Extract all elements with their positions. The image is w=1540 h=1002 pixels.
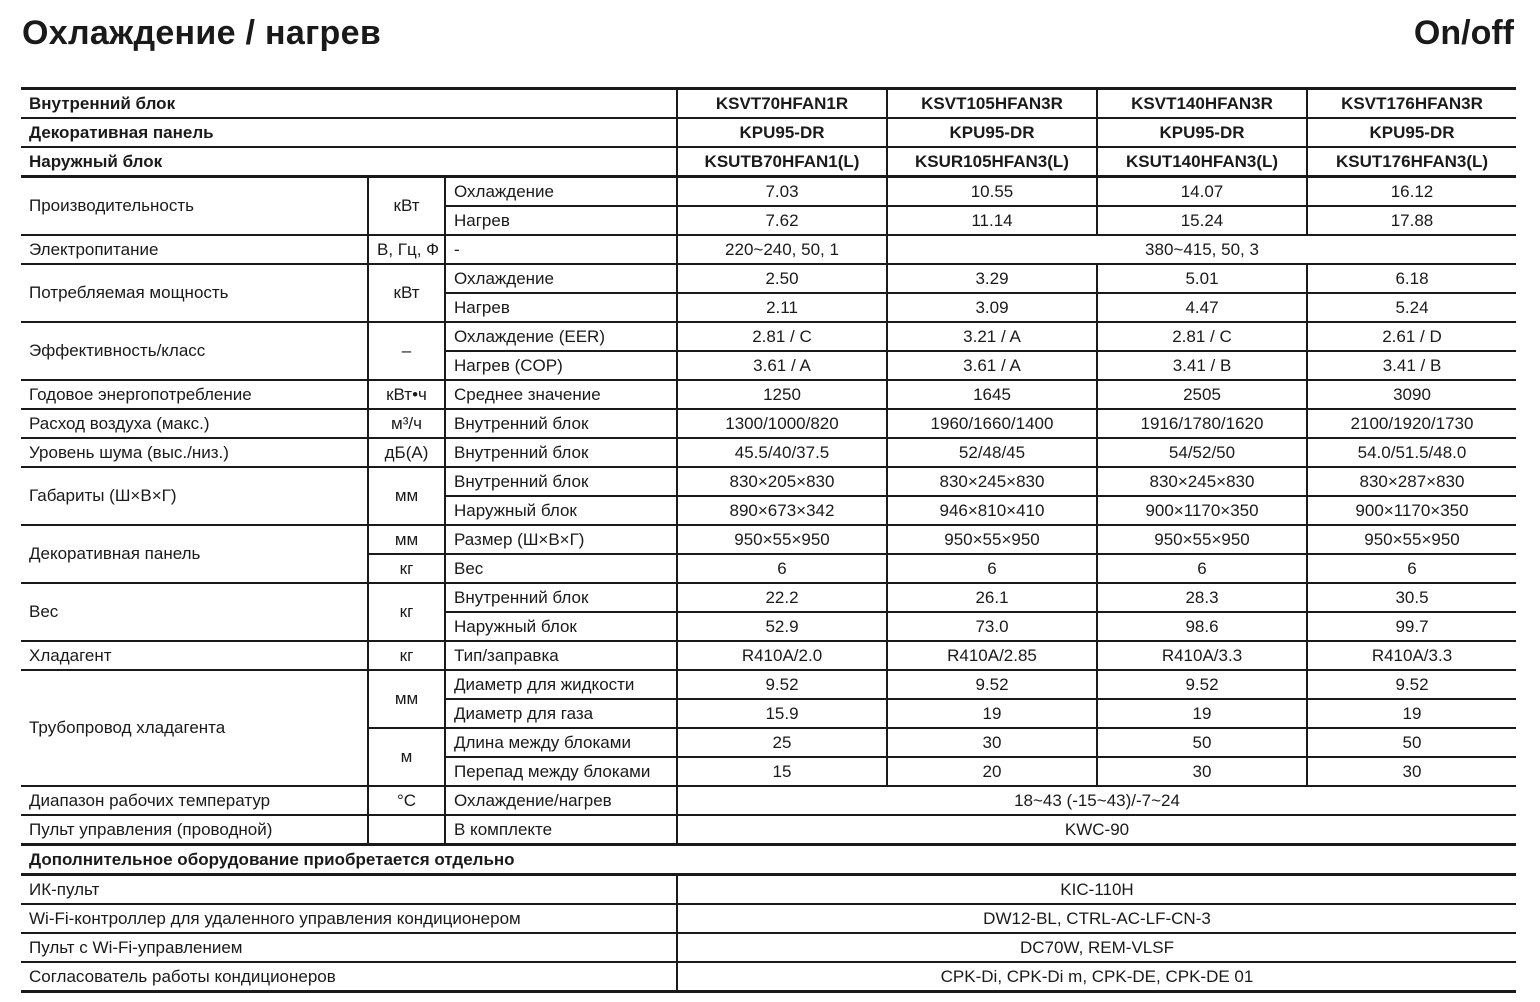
model-cell: KSUT140HFAN3(L) [1097, 147, 1307, 177]
section-title: Дополнительное оборудование приобретается отдельно [21, 845, 1516, 875]
value-cell: 7.03 [677, 177, 887, 207]
sub-label: Диаметр для газа [445, 699, 677, 728]
unit-cell: – [368, 322, 445, 380]
param-label: Расход воздуха (макс.) [21, 409, 368, 438]
dimensions-row [21, 467, 1516, 496]
sub-label: Наружный блок [445, 496, 677, 525]
unit-cell: мм [368, 525, 445, 554]
sub-label: Диаметр для жидкости [445, 670, 677, 699]
param-label: Диапазон рабочих температур [21, 786, 368, 815]
option-value: DW12-BL, CTRL-AC-LF-CN-3 [677, 904, 1516, 933]
value-cell: 20 [887, 757, 1097, 786]
sub-label: Нагрев [445, 206, 677, 235]
model-cell: KPU95-DR [1097, 118, 1307, 147]
model-cell: KSVT105HFAN3R [887, 89, 1097, 119]
unit-cell: кг [368, 554, 445, 583]
value-cell: 9.52 [677, 670, 887, 699]
optional-item-row [21, 904, 1516, 933]
value-cell: 22.2 [677, 583, 887, 612]
value-cell: 99.7 [1307, 612, 1516, 641]
value-cell: 50 [1307, 728, 1516, 757]
value-cell: 9.52 [887, 670, 1097, 699]
unit-cell: дБ(А) [368, 438, 445, 467]
value-cell: 11.14 [887, 206, 1097, 235]
model-cell: KPU95-DR [677, 118, 887, 147]
sub-label: Охлаждение (EER) [445, 322, 677, 351]
value-cell: 3.21 / A [887, 322, 1097, 351]
sub-label: Среднее значение [445, 380, 677, 409]
sub-label: Вес [445, 554, 677, 583]
value-cell: 73.0 [887, 612, 1097, 641]
unit-cell: мм [368, 467, 445, 525]
unit-cell: кВт•ч [368, 380, 445, 409]
optional-item-row [21, 875, 1516, 905]
model-cell: KSVT70HFAN1R [677, 89, 887, 119]
noise-row [21, 438, 1516, 467]
value-cell: 30 [887, 728, 1097, 757]
sub-label: Внутренний блок [445, 409, 677, 438]
param-label: Производительность [21, 177, 368, 236]
model-cell: KSUTB70HFAN1(L) [677, 147, 887, 177]
model-cell: KSUT176HFAN3(L) [1307, 147, 1516, 177]
value-cell: 2.61 / D [1307, 322, 1516, 351]
value-cell: 9.52 [1097, 670, 1307, 699]
value-cell: 15 [677, 757, 887, 786]
value-cell: 6.18 [1307, 264, 1516, 293]
value-cell: 2.11 [677, 293, 887, 322]
unit-cell: м³/ч [368, 409, 445, 438]
value-cell: R410A/2.85 [887, 641, 1097, 670]
param-label: Эффективность/класс [21, 322, 368, 380]
value-cell: 30 [1097, 757, 1307, 786]
value-cell: 380~415, 50, 3 [887, 235, 1516, 264]
value-cell: 54/52/50 [1097, 438, 1307, 467]
value-cell: 5.01 [1097, 264, 1307, 293]
sub-label: Внутренний блок [445, 438, 677, 467]
value-cell: 52.9 [677, 612, 887, 641]
value-cell: 9.52 [1307, 670, 1516, 699]
value-cell: 950×55×950 [1307, 525, 1516, 554]
value-cell: 15.24 [1097, 206, 1307, 235]
value-cell: 19 [887, 699, 1097, 728]
value-cell: 2.81 / C [677, 322, 887, 351]
param-label: Годовое энергопотребление [21, 380, 368, 409]
sub-label: Охлаждение [445, 177, 677, 207]
param-label: Уровень шума (выс./низ.) [21, 438, 368, 467]
value-cell: 1916/1780/1620 [1097, 409, 1307, 438]
value-cell: 950×55×950 [887, 525, 1097, 554]
value-cell: 98.6 [1097, 612, 1307, 641]
piping-row [21, 670, 1516, 699]
weight-row [21, 583, 1516, 612]
model-cell: KPU95-DR [887, 118, 1097, 147]
option-label: ИК-пульт [21, 875, 677, 905]
value-cell: 30.5 [1307, 583, 1516, 612]
row-label: Внутренний блок [21, 89, 677, 119]
sub-label: Тип/заправка [445, 641, 677, 670]
value-cell: R410A/2.0 [677, 641, 887, 670]
outdoor-model-row [21, 147, 1516, 177]
value-cell: 28.3 [1097, 583, 1307, 612]
value-cell: 3090 [1307, 380, 1516, 409]
unit-cell [368, 815, 445, 845]
value-cell: 3.09 [887, 293, 1097, 322]
mode-title: On/off [1413, 14, 1514, 52]
value-cell: 3.29 [887, 264, 1097, 293]
value-cell: 900×1170×350 [1097, 496, 1307, 525]
capacity-row [21, 177, 1516, 207]
value-cell: 6 [1097, 554, 1307, 583]
power-input-row [21, 264, 1516, 293]
model-cell: KSUR105HFAN3(L) [887, 147, 1097, 177]
value-cell: 830×245×830 [887, 467, 1097, 496]
param-label: Потребляемая мощность [21, 264, 368, 322]
option-value: CPK-Di, CPK-Di m, CPK-DE, CPK-DE 01 [677, 962, 1516, 992]
value-cell: 5.24 [1307, 293, 1516, 322]
sub-label: Нагрев [445, 293, 677, 322]
value-cell: 2.81 / C [1097, 322, 1307, 351]
option-label: Согласователь работы кондиционеров [21, 962, 677, 992]
option-label: Пульт с Wi-Fi-управлением [21, 933, 677, 962]
value-cell: 4.47 [1097, 293, 1307, 322]
unit-cell: °С [368, 786, 445, 815]
model-cell: KSVT140HFAN3R [1097, 89, 1307, 119]
refrigerant-row [21, 641, 1516, 670]
sub-label: Охлаждение [445, 264, 677, 293]
value-cell: 14.07 [1097, 177, 1307, 207]
param-label: Хладагент [21, 641, 368, 670]
value-cell: 18~43 (-15~43)/-7~24 [677, 786, 1516, 815]
param-label: Трубопровод хладагента [21, 670, 368, 786]
value-cell: 1250 [677, 380, 887, 409]
value-cell: 17.88 [1307, 206, 1516, 235]
value-cell: 2505 [1097, 380, 1307, 409]
value-cell: 1645 [887, 380, 1097, 409]
sub-label: В комплекте [445, 815, 677, 845]
value-cell: 830×287×830 [1307, 467, 1516, 496]
value-cell: 6 [1307, 554, 1516, 583]
value-cell: 220~240, 50, 1 [677, 235, 887, 264]
value-cell: 3.61 / A [677, 351, 887, 380]
temp-range-row [21, 786, 1516, 815]
efficiency-row [21, 322, 1516, 351]
param-label: Вес [21, 583, 368, 641]
panel-model-row [21, 118, 1516, 147]
value-cell: 946×810×410 [887, 496, 1097, 525]
sub-label: Размер (Ш×В×Г) [445, 525, 677, 554]
value-cell: 54.0/51.5/48.0 [1307, 438, 1516, 467]
value-cell: 830×205×830 [677, 467, 887, 496]
unit-cell: м [368, 728, 445, 786]
sub-label: Нагрев (COP) [445, 351, 677, 380]
value-cell: 3.41 / B [1307, 351, 1516, 380]
value-cell: 45.5/40/37.5 [677, 438, 887, 467]
spec-table [21, 87, 1516, 993]
optional-item-row [21, 933, 1516, 962]
value-cell: 19 [1307, 699, 1516, 728]
value-cell: 30 [1307, 757, 1516, 786]
param-label: Габариты (Ш×В×Г) [21, 467, 368, 525]
value-cell: 900×1170×350 [1307, 496, 1516, 525]
annual-consumption-row [21, 380, 1516, 409]
value-cell: 19 [1097, 699, 1307, 728]
option-value: KIC-110H [677, 875, 1516, 905]
unit-cell: кВт [368, 177, 445, 236]
value-cell: KWC-90 [677, 815, 1516, 845]
unit-cell: кг [368, 583, 445, 641]
value-cell: 890×673×342 [677, 496, 887, 525]
sub-label: Перепад между блоками [445, 757, 677, 786]
sub-label: Внутренний блок [445, 467, 677, 496]
value-cell: 26.1 [887, 583, 1097, 612]
param-label: Пульт управления (проводной) [21, 815, 368, 845]
power-supply-row [21, 235, 1516, 264]
wired-remote-row [21, 815, 1516, 845]
value-cell: 7.62 [677, 206, 887, 235]
value-cell: 3.41 / B [1097, 351, 1307, 380]
sub-label: - [445, 235, 677, 264]
row-label: Декоративная панель [21, 118, 677, 147]
value-cell: 25 [677, 728, 887, 757]
optional-item-row [21, 962, 1516, 992]
value-cell: R410A/3.3 [1097, 641, 1307, 670]
unit-cell: кВт [368, 264, 445, 322]
value-cell: 2100/1920/1730 [1307, 409, 1516, 438]
value-cell: R410A/3.3 [1307, 641, 1516, 670]
sub-label: Внутренний блок [445, 583, 677, 612]
unit-cell: кг [368, 641, 445, 670]
value-cell: 15.9 [677, 699, 887, 728]
param-label: Электропитание [21, 235, 368, 264]
value-cell: 1960/1660/1400 [887, 409, 1097, 438]
row-label: Наружный блок [21, 147, 677, 177]
indoor-model-row [21, 89, 1516, 119]
value-cell: 6 [677, 554, 887, 583]
panel-spec-row [21, 525, 1516, 554]
value-cell: 950×55×950 [1097, 525, 1307, 554]
value-cell: 16.12 [1307, 177, 1516, 207]
value-cell: 52/48/45 [887, 438, 1097, 467]
sub-label: Наружный блок [445, 612, 677, 641]
sub-label: Длина между блоками [445, 728, 677, 757]
airflow-row [21, 409, 1516, 438]
sub-label: Охлаждение/нагрев [445, 786, 677, 815]
page-title: Охлаждение / нагрев [22, 14, 382, 52]
value-cell: 2.50 [677, 264, 887, 293]
value-cell: 1300/1000/820 [677, 409, 887, 438]
unit-cell: мм [368, 670, 445, 728]
optional-section-header [21, 845, 1516, 875]
model-cell: KPU95-DR [1307, 118, 1516, 147]
param-label: Декоративная панель [21, 525, 368, 583]
value-cell: 3.61 / A [887, 351, 1097, 380]
value-cell: 10.55 [887, 177, 1097, 207]
value-cell: 50 [1097, 728, 1307, 757]
model-cell: KSVT176HFAN3R [1307, 89, 1516, 119]
value-cell: 6 [887, 554, 1097, 583]
option-value: DC70W, REM-VLSF [677, 933, 1516, 962]
unit-cell: В, Гц, Ф [368, 235, 445, 264]
value-cell: 950×55×950 [677, 525, 887, 554]
option-label: Wi-Fi-контроллер для удаленного управления кондиционером [21, 904, 677, 933]
value-cell: 830×245×830 [1097, 467, 1307, 496]
